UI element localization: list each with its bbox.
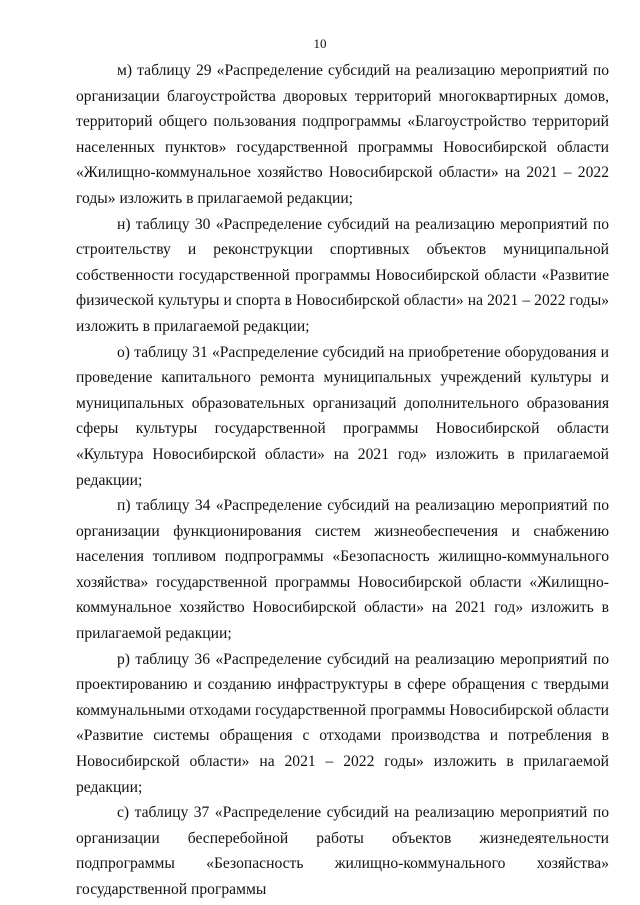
paragraph-m: м) таблицу 29 «Распределение субсидий на реализацию мероприятий по организации благоустройства дворовых территорий многоквартирных домов, территорий общего пользования подпрограммы «Благоустройство территорий населенных пунктов» государственной программы Новосибирской области «Жилищно-коммунальное хозяйство Новосибирской области» на 2021 – 2022 годы» изложить в прилагаемой редакции; xyxy=(76,62,609,207)
paragraph-p: п) таблицу 34 «Распределение субсидий на реализацию мероприятий по организации функционирования систем жизнеобеспечения и снабжению населения топливом подпрограммы «Безопасность жилищно-коммунального хозяйства» государственной программы Новосибирской области «Жилищно-коммунальное хозяйство Новосибирской области» на 2021 год» изложить в прилагаемой редакции; xyxy=(76,497,609,643)
paragraph-o: о) таблицу 31 «Распределение субсидий на приобретение оборудования и проведение капитального ремонта муниципальных учреждений культуры и муниципальных образовательных организаций дополнительного образования сферы культуры государственной программы Новосибирской области «Культура Новосибирской области» на 2021 год» изложить в прилагаемой редакции; xyxy=(76,343,609,489)
paragraph-r: р) таблицу 36 «Распределение субсидий на реализацию мероприятий по проектированию и созданию инфраструктуры в сфере обращения с твердыми коммунальными отходами государственной программы Новосибирской области «Развитие системы обращения с отходами производства и потребления в Новосибирской области» на 2021 – 2022 годы» изложить в прилагаемой редакции; xyxy=(76,650,609,796)
paragraph-s: с) таблицу 37 «Распределение субсидий на реализацию мероприятий по организации бесперебойной работы объектов жизнедеятельности подпрограммы «Безопасность жилищно-коммунального хозяйства» государственной программы xyxy=(76,804,609,898)
document-body xyxy=(76,58,609,903)
page-number: 10 xyxy=(313,36,327,51)
paragraph-n: н) таблицу 30 «Распределение субсидий на реализацию мероприятий по строительству и реконструкции спортивных объектов муниципальной собственности государственной программы Новосибирской области «Развитие физической культуры и спорта в Новосибирской области» на 2021 – 2022 годы» изложить в прилагаемой редакции; xyxy=(76,215,609,335)
